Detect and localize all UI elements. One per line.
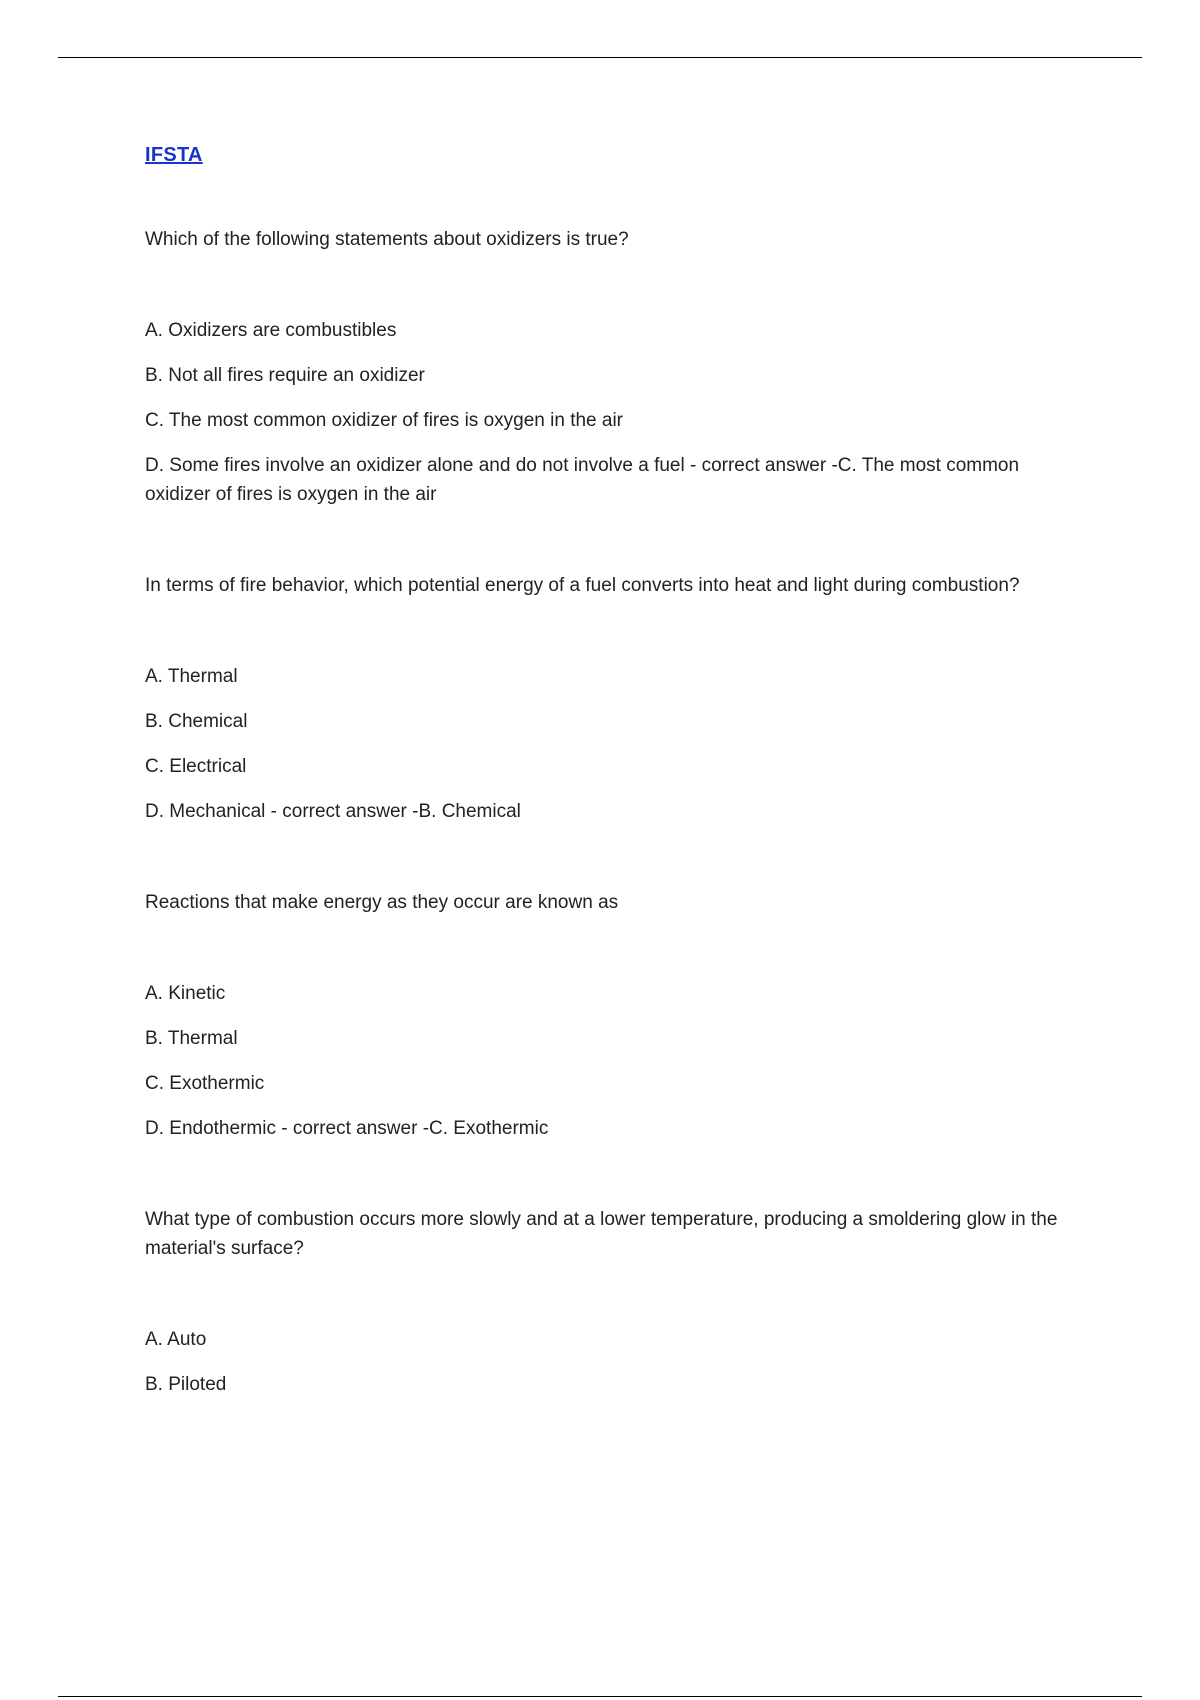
option-list [145,316,1085,509]
question-text: Which of the following statements about oxidizers is true? [145,229,629,250]
option-item: A. Thermal [145,666,238,687]
option-item: C. Exothermic [145,1073,265,1094]
option-list [145,979,1085,1143]
option-item: C. The most common oxidizer of fires is oxygen in the air [145,410,624,431]
option-item: A. Auto [145,1329,207,1350]
question-text: Reactions that make energy as they occur are known as [145,892,619,913]
option-item: B. Piloted [145,1374,227,1395]
option-item: B. Thermal [145,1028,238,1049]
document-body [145,144,1085,1399]
option-item: C. Electrical [145,756,247,777]
option-item: D. Some fires involve an oxidizer alone and do not involve a fuel - correct answer -C. The most common oxidizer of fires is oxygen in the air [145,455,1020,505]
option-item: B. Chemical [145,711,248,732]
option-list [145,1325,1085,1399]
question-text: In terms of fire behavior, which potential energy of a fuel converts into heat and light during combustion? [145,575,1020,596]
top-rule [58,57,1142,58]
bottom-rule [58,1696,1142,1697]
option-item: A. Oxidizers are combustibles [145,320,397,341]
option-item: D. Mechanical - correct answer -B. Chemical [145,801,521,822]
option-item: B. Not all fires require an oxidizer [145,365,425,386]
title-link[interactable]: IFSTA [145,144,203,166]
option-list [145,662,1085,826]
option-item: D. Endothermic - correct answer -C. Exothermic [145,1118,549,1139]
option-item: A. Kinetic [145,983,226,1004]
question-text: What type of combustion occurs more slowly and at a lower temperature, producing a smoldering glow in the material's surface? [145,1209,1058,1259]
